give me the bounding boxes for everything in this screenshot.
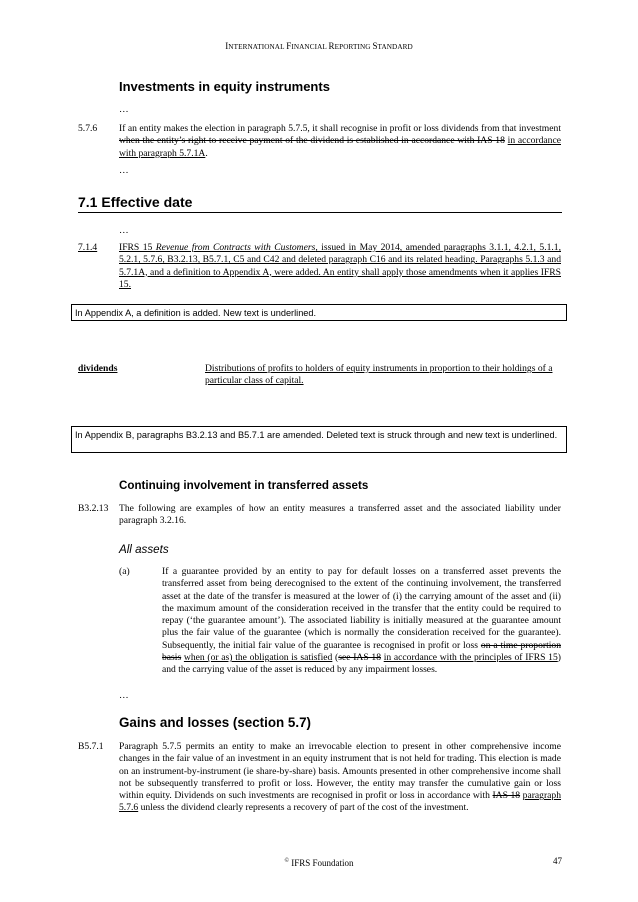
ellipsis: …	[119, 104, 129, 115]
paragraph-number: B3.2.13	[78, 503, 109, 514]
list-item-label: (a)	[119, 566, 130, 577]
running-header-initial: S	[372, 41, 378, 51]
added-text: when (or as) the obligation is satisfied	[183, 652, 333, 664]
running-header-initial: I	[225, 41, 229, 51]
ellipsis: …	[119, 225, 129, 236]
copyright-icon: ©	[284, 858, 290, 864]
section-heading-equity: Investments in equity instruments	[119, 79, 330, 94]
list-item-a: If a guarantee provided by an entity to pay for default losses on a transferred asset prevents the transferred asset from being derecognised to the extent of the continuing involvement, the transferred asset at the date of the transfer is measured at the lower of (i) the carrying amount of the asset and (ii) the maximum amount of the consideration received in the transfer that the entity could be required to repay (‘the guarantee amount’). The associated liability is initially measured at the guarantee amount plus the fair value of the guarantee (which is normally the consideration received for the guarantee). Subsequently, the initial fair value of the guarantee is recognised in profit or loss on a time proportion basis when (or as) the obligation is satisfied (see IAS 18 in accordance with the principles of IFRS 15) and the carrying value of the asset is reduced by any impairment losses.	[162, 566, 561, 676]
definition-term: dividends	[78, 363, 118, 374]
paragraph-5-7-6: If an entity makes the election in paragraph 5.7.5, it shall recognise in profit or loss dividends from that investment when the entity’s right to receive payment of the dividend is established in accordance with IAS 18 in accordance with paragraph 5.7.1A.	[119, 123, 561, 159]
paragraph-number: 7.1.4	[78, 242, 98, 253]
added-text: in accordance with paragraph 5.7.1A	[119, 135, 561, 159]
ellipsis: …	[119, 690, 129, 701]
deleted-text: on a time proportion basis	[162, 639, 561, 664]
running-header-word: TANDARD	[377, 43, 413, 51]
instruction-box-appendix-a: In Appendix A, a definition is added. New text is underlined.	[71, 304, 567, 321]
section-heading-gains-losses: Gains and losses (section 5.7)	[119, 715, 312, 730]
definition-text: Distributions of profits to holders of equity instruments in proportion to their holdings of a particular class of capital.	[205, 363, 553, 387]
deleted-text: when the entity’s right to receive payment of the dividend is established in accordance with IAS 18	[119, 135, 505, 147]
running-header-initial: F	[286, 41, 292, 51]
running-header	[0, 40, 638, 53]
added-text: in accordance with the principles of IFRS 15	[383, 652, 558, 664]
subheading-all-assets: All assets	[119, 543, 169, 556]
paragraph-b3-2-13: The following are examples of how an entity measures a transferred asset and the associated liability under paragraph 3.2.16.	[119, 503, 561, 527]
running-header-word: EPORTING	[334, 43, 373, 51]
running-header-initial: R	[328, 41, 335, 51]
instruction-box-appendix-b: In Appendix B, paragraphs B3.2.13 and B5.7.1 are amended. Deleted text is struck through and new text is underlined.	[71, 426, 567, 453]
page-number: 47	[553, 856, 562, 866]
deleted-text: see IAS 18	[338, 652, 381, 664]
heading-rule	[78, 212, 562, 213]
running-header-word: INANCIAL	[291, 43, 329, 51]
paragraph-b5-7-1: Paragraph 5.7.5 permits an entity to make an irrevocable election to present in other comprehensive income changes in the fair value of an investment in an equity instrument that is not held for trading. This election is made on an instrument-by-instrument (ie share-by-share) basis. Amounts presented in other comprehensive income shall not be subsequently transferred to profit or loss. However, the entity may transfer the cumulative gain or loss within equity. Dividends on such investments are recognised in profit or loss in accordance with IAS 18 paragraph 5.7.6 unless the dividend clearly represents a recovery of part of the cost of the investment.	[119, 741, 561, 814]
ellipsis: …	[119, 165, 129, 176]
running-header-word: NTERNATIONAL	[228, 43, 287, 51]
paragraph-number: B5.7.1	[78, 741, 104, 752]
footer-copyright: © IFRS Foundation	[284, 858, 354, 868]
section-heading-continuing-involvement: Continuing involvement in transferred assets	[119, 479, 369, 492]
deleted-text: IAS 18	[492, 790, 521, 802]
paragraph-number: 5.7.6	[78, 123, 98, 134]
paragraph-7-1-4: IFRS 15 Revenue from Contracts with Customers, issued in May 2014, amended paragraphs 3.1.1, 4.2.1, 5.1.1, 5.2.1, 5.7.6, B3.2.13, B5.7.1, C5 and C42 and deleted paragraph C16 and its related heading. Paragraphs 5.1.3 and 5.7.1A, and a definition to Appendix A, were added. An entity shall apply those amendments when it applies IFRS 15.	[119, 242, 561, 290]
standard-title: Revenue from Contracts with Customers	[155, 242, 316, 253]
added-text: paragraph 5.7.6	[119, 790, 561, 814]
section-heading-effective-date: 7.1 Effective date	[78, 194, 193, 210]
